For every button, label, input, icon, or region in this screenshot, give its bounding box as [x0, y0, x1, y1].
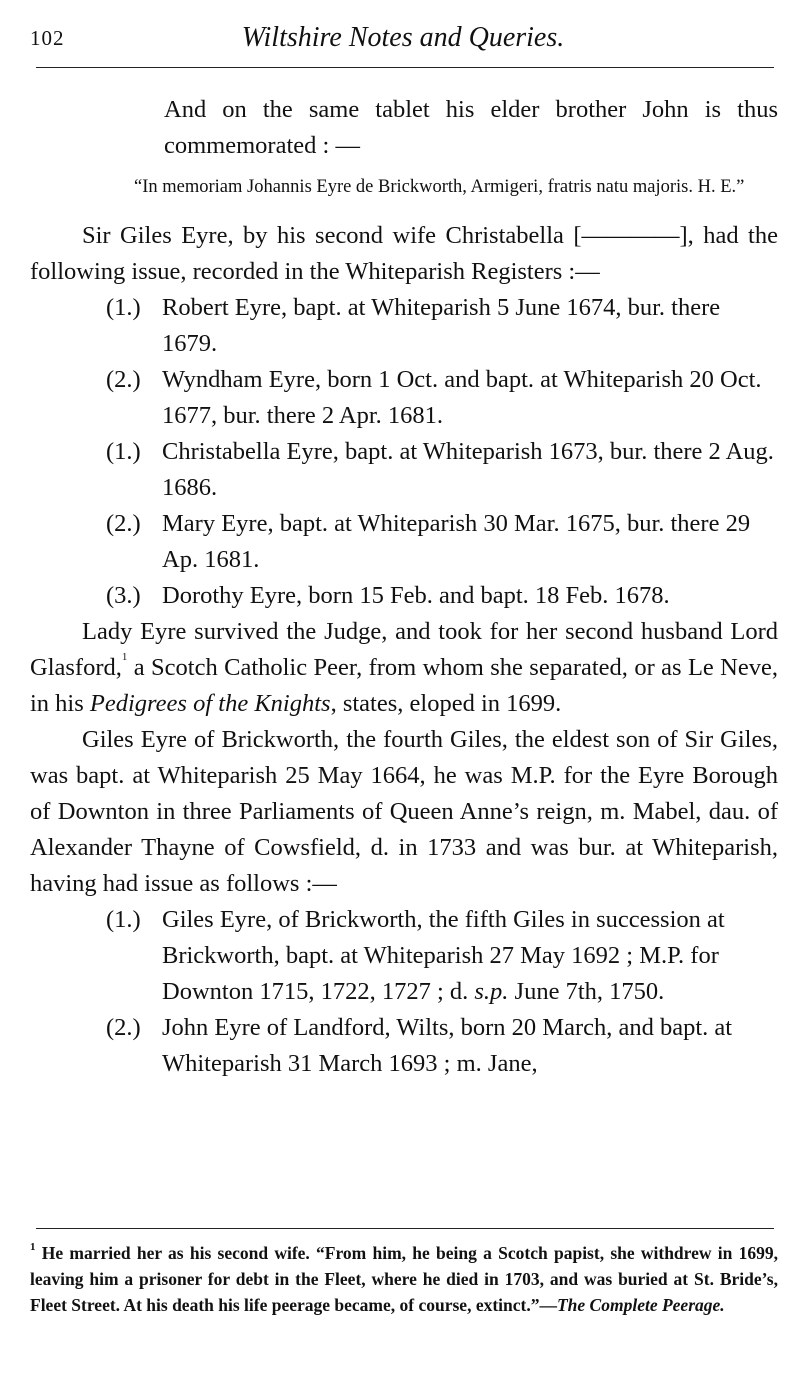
- paragraph-lady-eyre: [30, 614, 778, 722]
- list-number: (2.): [106, 510, 141, 537]
- page-header: [30, 14, 776, 58]
- list-item: [30, 290, 778, 362]
- footnote: [30, 1240, 778, 1318]
- list-item: [30, 434, 778, 506]
- page-body: [30, 92, 778, 1082]
- page-number: 102: [30, 26, 65, 50]
- list-number: (1.): [106, 906, 141, 933]
- list-item: [30, 902, 778, 1010]
- text-run: a Scotch Catholic Peer, from whom she separated, or as Le Neve, in his: [30, 654, 778, 717]
- list-text: June 7th, 1750.: [508, 978, 665, 1005]
- text-run: , states, eloped in 1699.: [330, 690, 562, 717]
- list-number: (3.): [106, 582, 141, 609]
- header-rule: [36, 67, 774, 68]
- paragraph-issue: Sir Giles Eyre, by his second wife Christabella [————], had the following issue, recorded in the Whiteparish Registers :—: [30, 222, 778, 285]
- list-text: Christabella Eyre, bapt. at Whiteparish 1673, bur. there 2 Aug. 1686.: [162, 438, 774, 501]
- latin-inscription: “In memoriam Johannis Eyre de Brickworth, Armigeri, fratris natu majoris. H. E.”: [134, 177, 745, 197]
- list-item: [30, 1010, 778, 1082]
- list-item: [30, 362, 778, 434]
- list-number: (1.): [106, 294, 141, 321]
- footnote-ref: 1: [121, 651, 128, 663]
- list-text: Dorothy Eyre, born 15 Feb. and bapt. 18 Feb. 1678.: [162, 582, 670, 609]
- abbrev-italic: s.p.: [474, 978, 509, 1005]
- list-text: Mary Eyre, bapt. at Whiteparish 30 Mar. 1675, bur. there 29 Ap. 1681.: [162, 510, 751, 573]
- list-text: John Eyre of Landford, Wilts, born 20 March, and bapt. at Whiteparish 31 March 1693 ; m. Jane,: [162, 1014, 733, 1077]
- issue-list-2: [30, 902, 778, 1082]
- list-item: [30, 506, 778, 578]
- list-number: (1.): [106, 438, 141, 465]
- footnote-marker: 1: [30, 1241, 36, 1253]
- running-title: Wiltshire Notes and Queries.: [241, 22, 565, 53]
- text-run: Lady Eyre survived the Judge, and took for her second husband Lord Glasford,: [30, 618, 778, 681]
- book-title: Pedigrees of the Knights: [89, 690, 331, 717]
- paragraph-tablet: And on the same tablet his elder brother John is thus commemorated : —: [164, 96, 778, 159]
- list-text: Robert Eyre, bapt. at Whiteparish 5 June 1674, bur. there 1679.: [162, 294, 721, 357]
- list-item: [30, 578, 778, 614]
- list-text: Giles Eyre, of Brickworth, the fifth Giles in succession at Brickworth, bapt. at Whiteparish 27 May 1692 ; M.P. for Downton 1715, 1722, 1727 ; d.: [162, 906, 725, 1005]
- footnote-rule: [36, 1228, 774, 1229]
- list-text: Wyndham Eyre, born 1 Oct. and bapt. at Whiteparish 20 Oct. 1677, bur. there 2 Apr. 1681.: [162, 366, 762, 429]
- list-number: (2.): [106, 366, 141, 393]
- issue-list: [30, 290, 778, 614]
- paragraph-giles-eyre: Giles Eyre of Brickworth, the fourth Giles, the eldest son of Sir Giles, was bapt. at Whiteparish 25 May 1664, he was M.P. for the Eyre Borough of Downton in three Parliaments of Queen Anne’s reign, m. Mabel, dau. of Alexander Thayne of Cowsfield, d. in 1733 and was bur. at Whiteparish, having had issue as follows :—: [30, 726, 778, 897]
- footnote-source: The Complete Peerage.: [556, 1295, 725, 1315]
- footnote-text: He married her as his second wife. “From him, he being a Scotch papist, she withdrew in 1699, leaving him a prisoner for debt in the Fleet, where he died in 1703, and was buried at St. Bride’s, Fleet Street. At his death his life peerage became, of course, extinct.”—: [30, 1243, 778, 1315]
- list-number: (2.): [106, 1014, 141, 1041]
